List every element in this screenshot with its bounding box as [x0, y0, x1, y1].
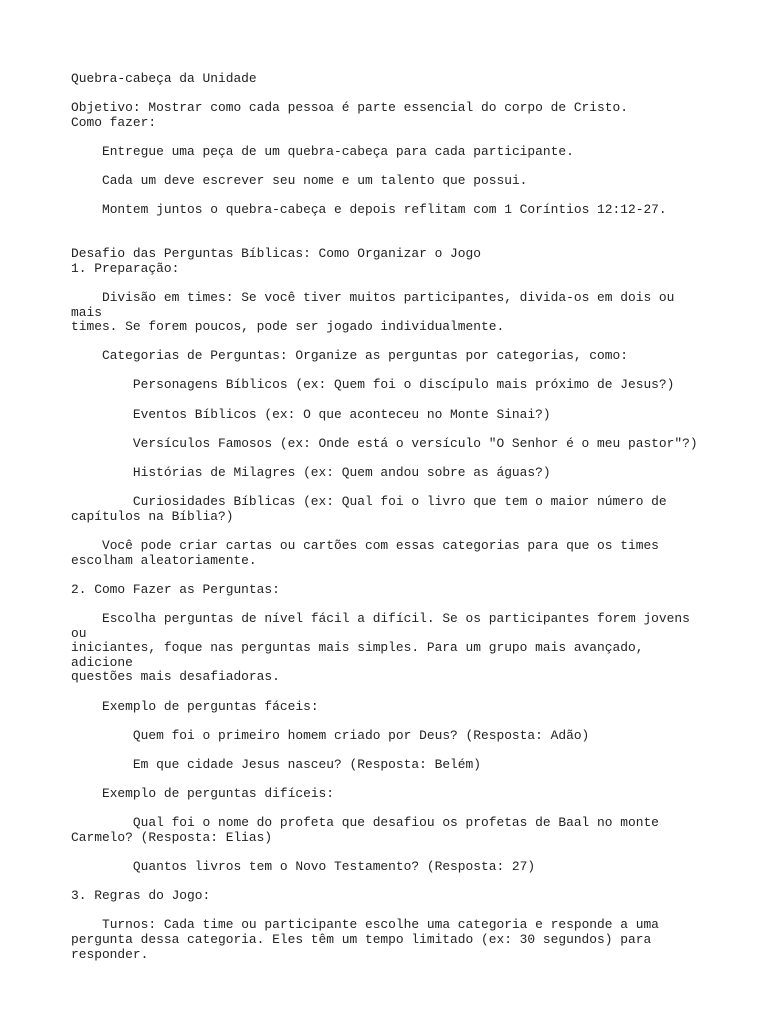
blank-line	[71, 364, 701, 379]
text-line: 3. Regras do Jogo:	[71, 888, 211, 904]
blank-line	[71, 451, 701, 466]
text-line: Quebra-cabeça da Unidade	[71, 71, 257, 86]
text-line: Como fazer:	[71, 114, 157, 130]
blank-line	[71, 481, 701, 496]
text-line: iniciantes, foque nas perguntas mais simples. Para um grupo mais avançado, adicione	[71, 640, 652, 670]
text-line: Categorias de Perguntas: Organize as perguntas por categorias, como:	[71, 348, 628, 364]
text-line: Qual foi o nome do profeta que desafiou os profetas de Baal no monte	[71, 815, 659, 831]
blank-line	[71, 276, 701, 291]
blank-line	[71, 597, 701, 612]
text-line: Você pode criar cartas ou cartões com essas categorias para que os times	[71, 538, 659, 553]
text-line: Exemplo de perguntas difíceis:	[71, 786, 335, 802]
blank-line	[71, 233, 701, 248]
text-line: Escolha perguntas de nível fácil a difícil. Se os participantes forem jovens ou	[71, 610, 698, 641]
blank-line	[71, 875, 701, 890]
blank-line	[71, 335, 701, 350]
text-line: Objetivo: Mostrar como cada pessoa é parte essencial do corpo de Cristo.	[71, 100, 628, 116]
text-line: Quem foi o primeiro homem criado por Deus? (Resposta: Adão)	[71, 727, 590, 743]
text-line: Em que cidade Jesus nasceu? (Resposta: Belém)	[71, 756, 481, 772]
text-line: escolham aleatoriamente.	[71, 552, 257, 568]
blank-line	[71, 422, 701, 437]
blank-line	[71, 568, 701, 583]
blank-line	[71, 773, 701, 788]
blank-line	[71, 743, 701, 758]
blank-line	[71, 524, 701, 539]
text-line: Exemplo de perguntas fáceis:	[71, 698, 319, 714]
text-line: responder.	[71, 946, 149, 962]
text-line: Cada um deve escrever seu nome e um talento que possui.	[71, 173, 528, 189]
blank-line	[71, 802, 701, 817]
text-line: Carmelo? (Resposta: Elias)	[71, 829, 273, 845]
document-body	[71, 72, 701, 962]
text-line: Entregue uma peça de um quebra-cabeça para cada participante.	[71, 143, 574, 159]
text-line: Personagens Bíblicos (ex: Quem foi o discípulo mais próximo de Jesus?)	[71, 377, 675, 393]
text-line: 2. Como Fazer as Perguntas:	[71, 581, 280, 597]
blank-line	[71, 845, 701, 860]
text-line: times. Se forem poucos, pode ser jogado individualmente.	[71, 319, 505, 335]
text-line: Curiosidades Bíblicas (ex: Qual foi o livro que tem o maior número de	[71, 494, 667, 510]
text-line: Divisão em times: Se você tiver muitos participantes, divida-os em dois ou mais	[71, 289, 683, 320]
text-line: Histórias de Milagres (ex: Quem andou sobre as águas?)	[71, 465, 551, 481]
text-line: Eventos Bíblicos (ex: O que aconteceu no Monte Sinai?)	[71, 406, 551, 422]
text-line: Turnos: Cada time ou participante escolhe uma categoria e responde a uma	[71, 917, 659, 933]
blank-line	[71, 685, 701, 700]
blank-line	[71, 393, 701, 408]
blank-line	[71, 87, 701, 102]
blank-line	[71, 130, 701, 145]
text-line: Quantos livros tem o Novo Testamento? (Resposta: 27)	[71, 859, 536, 875]
text-line: Montem juntos o quebra-cabeça e depois reflitam com 1 Coríntios 12:12-27.	[71, 202, 667, 218]
blank-line	[71, 160, 701, 175]
text-line: Desafio das Perguntas Bíblicas: Como Organizar o Jogo	[71, 246, 481, 262]
text-line: pergunta dessa categoria. Eles têm um tempo limitado (ex: 30 segundos) para	[71, 932, 652, 948]
blank-line	[71, 714, 701, 729]
blank-line	[71, 218, 701, 233]
text-line: 1. Preparação:	[71, 260, 180, 276]
text-line: Versículos Famosos (ex: Onde está o versículo "O Senhor é o meu pastor"?)	[71, 435, 698, 451]
text-line: capítulos na Bíblia?)	[71, 508, 234, 524]
blank-line	[71, 904, 701, 919]
text-line: questões mais desafiadoras.	[71, 669, 280, 685]
blank-line	[71, 189, 701, 204]
